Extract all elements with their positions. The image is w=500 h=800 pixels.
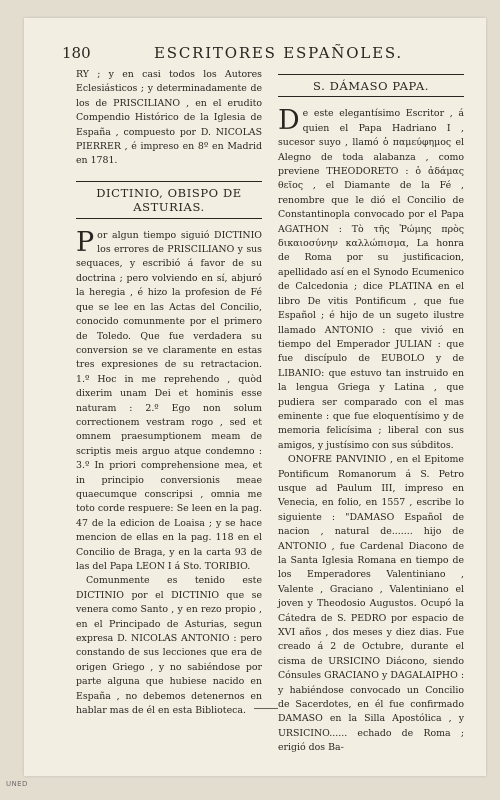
section-heading-dictinio: DICTINIO, OBISPO DE ASTURIAS. <box>76 181 262 219</box>
dictinio-paragraph-2: Comunmente es tenido este DICTINIO por el DICTINIO que se venera como Santo , y en rezo propio , en el Principado de Asturias, segun expresa D. NICOLAS ANTONIO : pero constando de sus lecciones que era de origen Griego , y no sabiéndose por parte alguna que hubiese nacido en España , no debemos detenernos en hablar mas de él en esta Biblioteca. <box>76 575 262 717</box>
page-header <box>62 44 442 64</box>
damaso-paragraph-2: ONOFRE PANVINIO , en el Epitome Pontificum Romanorum á S. Petro usque ad Paulum III, impreso en Venecia, en folio, en 1557 , escribe lo siguiente : "DAMASO Español de nacion , natural de....... hijo de ANTONIO , fue Cardenal Diacono de la Santa Iglesia Romana en tiempo de los Emperadores Valentiniano , Valente , Graciano , Valentiniano el joven y Theodosio Augustos. Ocupó la Cátedra de S. PEDRO por espacio de XVI años , dos meses y diez dias. Fue creado á 2 de Octubre, durante el cisma de URSICINO Diácono, siendo Cónsules GRACIANO y DAGALAIPHO : y habiéndose convocado un Concilio de Sacerdotes, en él fue confirmado DAMASO en la Silla Apostólica , y URSICINO...... echado de Roma ; erigió dos Ba- <box>278 454 464 754</box>
continuation-paragraph: RY ; y en casi todos los Autores Eclesiásticos ; y determinadamente de los de PRISCILIANO , en el erudito Compendio Histórico de la Iglesia de España , compuesto por D. NICOLAS PIERRER , é impreso en 8º en Madrid en 1781. <box>76 69 262 167</box>
section-heading-damaso: S. DÁMASO PAPA. <box>278 74 464 97</box>
uned-watermark: UNED <box>6 780 28 788</box>
drop-cap: P <box>76 226 95 258</box>
damaso-paragraph-1 <box>278 107 464 453</box>
right-column <box>278 68 464 756</box>
bottom-ornament-rule <box>254 708 278 709</box>
running-head: ESCRITORES ESPAÑOLES. <box>154 44 403 62</box>
left-column <box>76 68 262 718</box>
damaso-paragraph-1-text: e este elegantísimo Escritor , á quien el Papa Hadriano I , sucesor suyo , llamó ὁ παμεύφημος el Alegno de toda alabanza , como previene THEODORETO : ὁ ἀδάμας θεῖος , el Diamante de la Fé , renombre que le dió el Concilio de Constantinopla convocado por el Papa AGATHON : Τὸ τῆς Ῥώμης πρὸς δικαιοσύνην καλλώπισμα, La honra de Roma por su justificacion, apellidado así en el Synodo Ecumenico de Calcedonia ; dice PLATINA en el libro De vitis Pontificum , que fue Español ; é hijo de un sugeto ilustre llamado ANTONIO : que vivió en tiempo del Emperador JULIAN : que fue discípulo de EUBOLO y de LIBANIO: que estuvo tan instruido en la lengua Griega y Latina , que pudiera ser comparado con el mas eminente : que fue eloquentísimo y de memoria felicísima ; liberal con sus amigos, y justísimo con sus súbditos. <box>278 108 464 451</box>
drop-cap: D <box>278 105 300 137</box>
dictinio-paragraph-1-text: or algun tiempo siguió DICTINIO los errores de PRISCILIANO y sus sequaces, y escribió á favor de su doctrina ; pero volviendo en sí, abjuró la heregia , é hizo la profesion de Fé que se lee en las Actas del Concilio, conocido comunmente por el primero de Toledo. Que fue verdadera su conversion se ve claramente en estas tres expresiones de su retractacion. 1.º Hoc in me reprehendo , quòd dixerim unam Dei et hominis esse naturam : 2.º Ego non solum correctionem vestram rogo , sed et omnem praesumptionem meam de scriptis meis arguo atque condemno : 3.º In priori comprehensione mea, et in principio conversionis meae quaecumque conscripsi , omnia me toto corde respuere: Se leen en la pag. 47 de la edicion de Loaisa ; y se hace mencion de ellas en la pag. 118 en el Concilio de Braga, y en la carta 93 de las del Papa LEON I á Sto. TORIBIO. <box>76 229 262 572</box>
book-page <box>24 18 486 776</box>
page-number: 180 <box>62 44 91 62</box>
dictinio-paragraph-1 <box>76 226 262 575</box>
